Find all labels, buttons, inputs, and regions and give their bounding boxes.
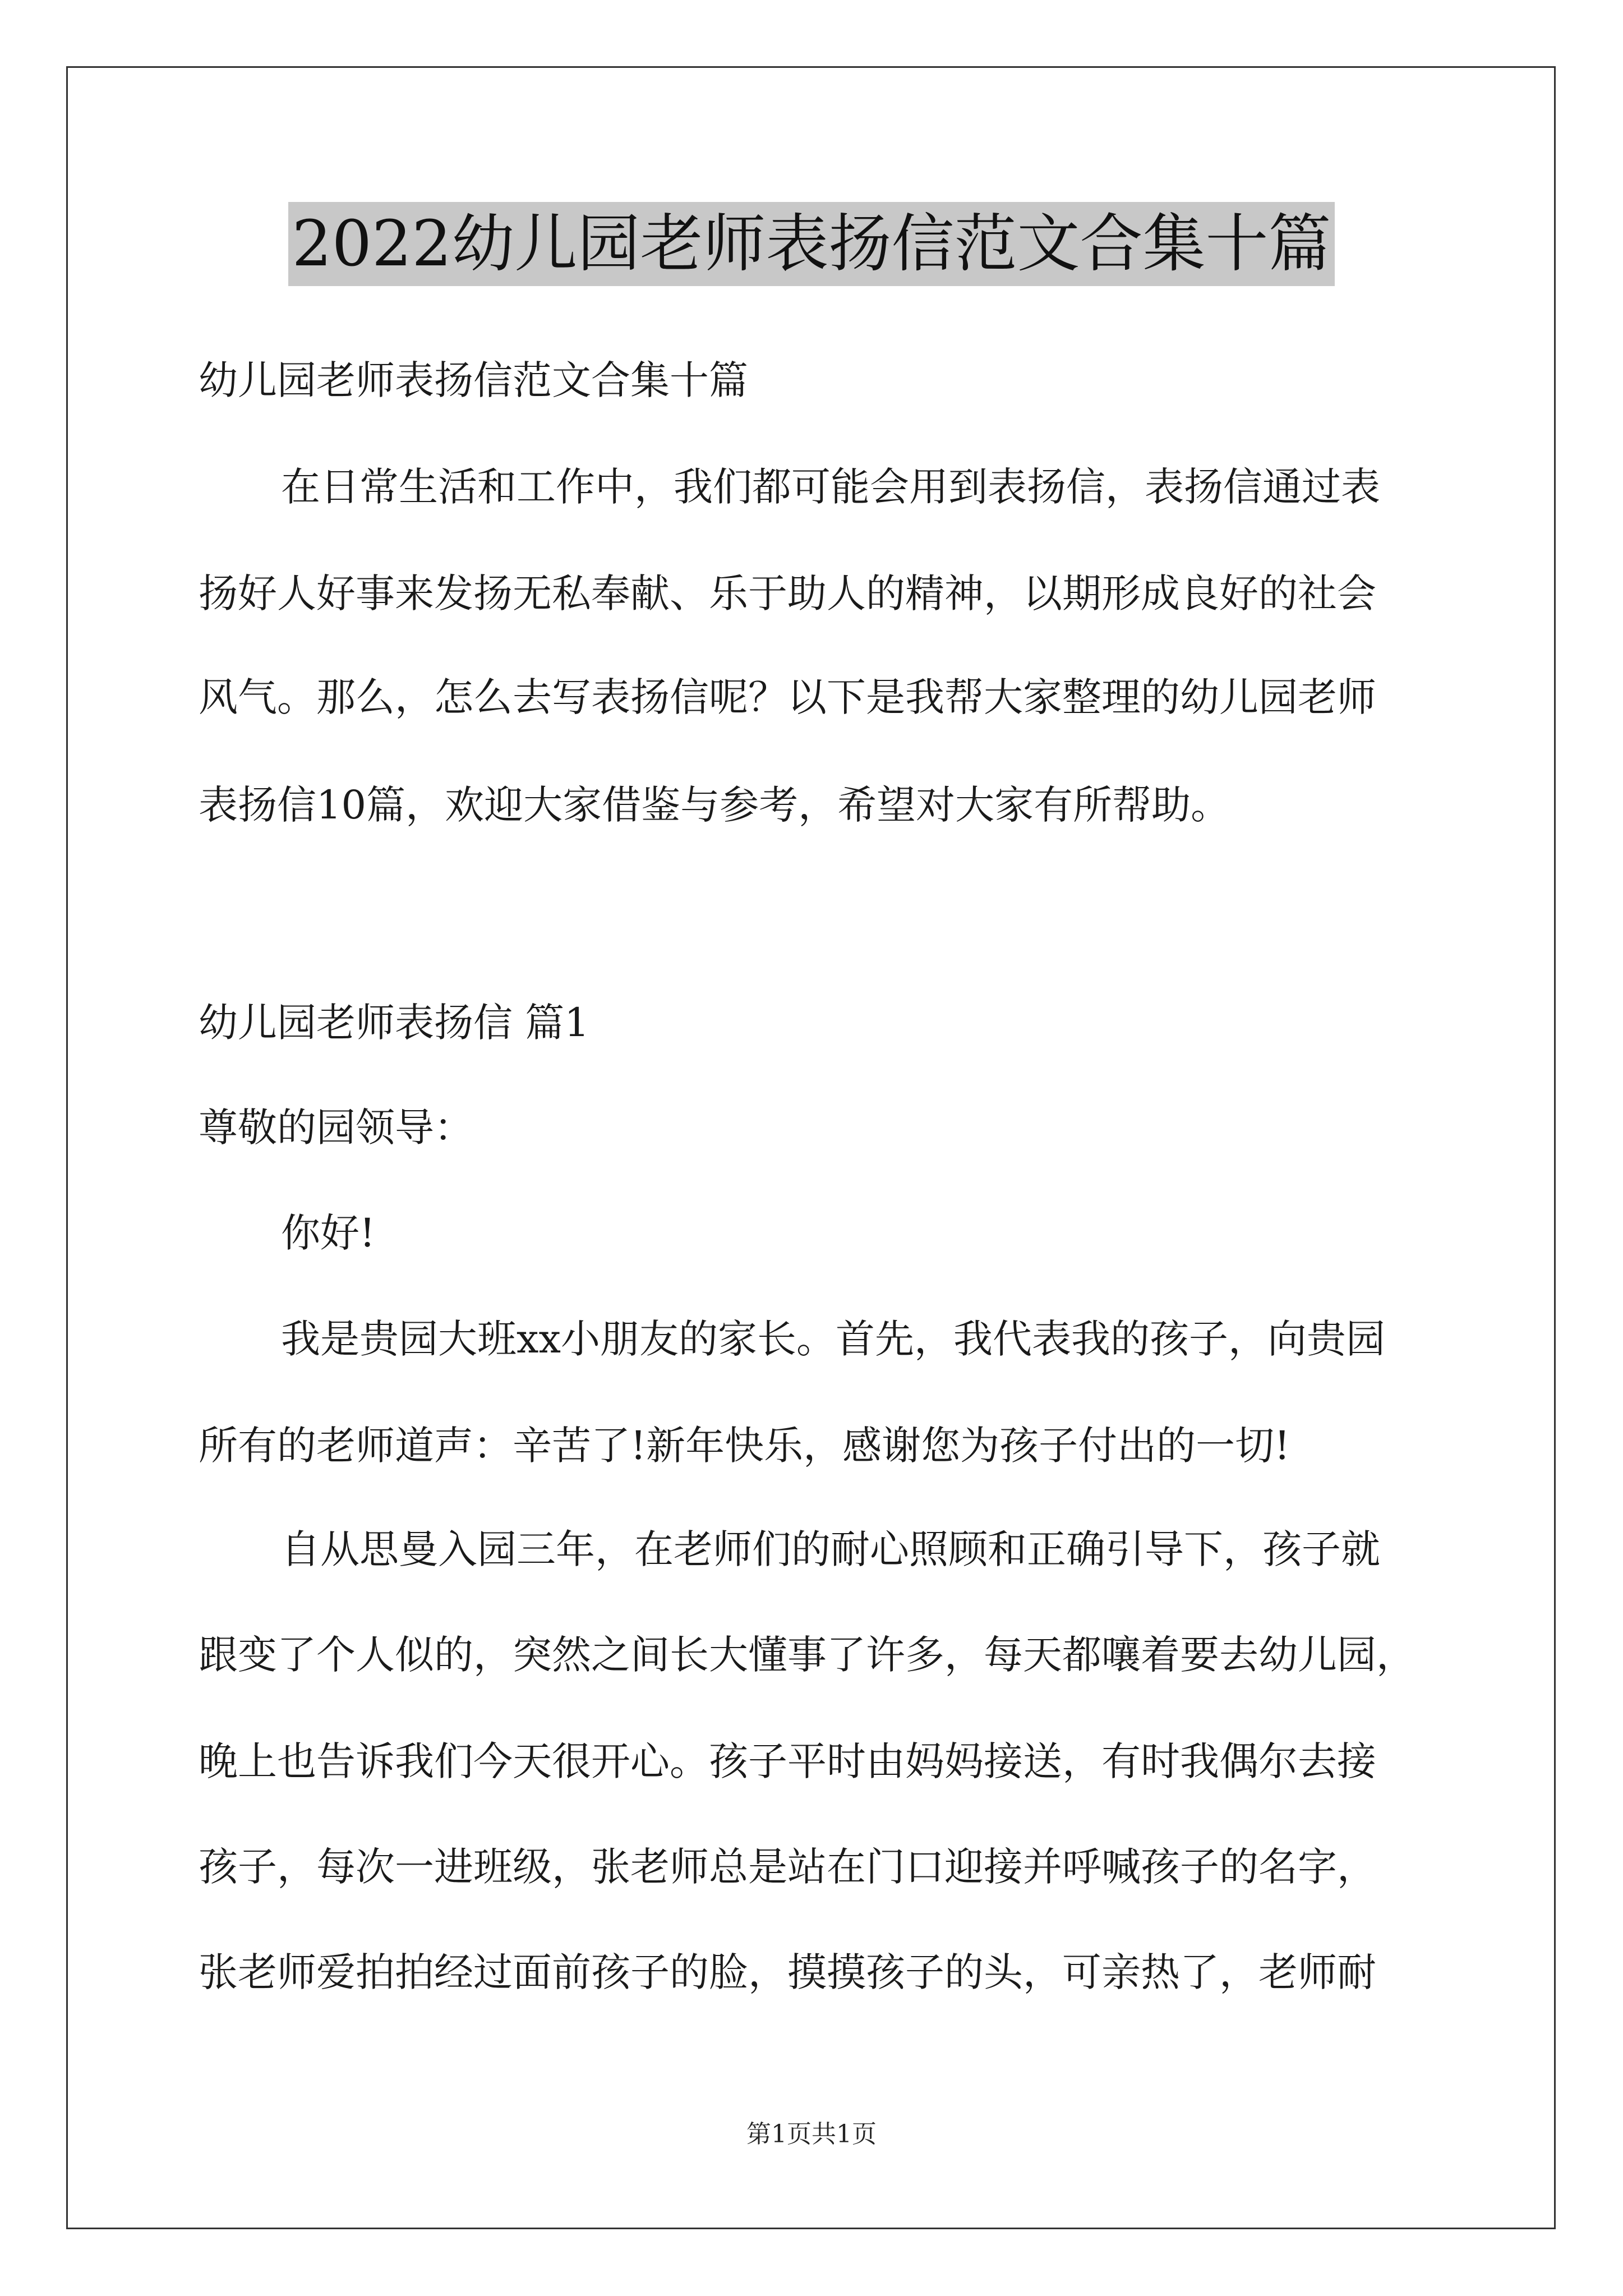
intro-line: 风气。那么，怎么去写表扬信呢？以下是我帮大家整理的幼儿园老师 xyxy=(199,674,1376,720)
body-line: 所有的老师道声：辛苦了!新年快乐，感谢您为孩子付出的一切! xyxy=(199,1423,1290,1469)
intro-line: 表扬信10篇，欢迎大家借鉴与参考，希望对大家有所帮助。 xyxy=(199,782,1230,828)
body-line: 跟变了个人似的，突然之间长大懂事了许多，每天都嚷着要去幼儿园， xyxy=(199,1632,1415,1678)
title-container xyxy=(0,202,1623,286)
body-line: 孩子，每次一进班级，张老师总是站在门口迎接并呼喊孩子的名字， xyxy=(199,1844,1376,1890)
body-line: 我是贵园大班xx小朋友的家长。首先，我代表我的孩子，向贵园 xyxy=(281,1316,1385,1362)
body-line: 自从思曼入园三年，在老师们的耐心照顾和正确引导下，孩子就 xyxy=(281,1526,1380,1572)
page-total: 共1页 xyxy=(811,2120,877,2148)
section-heading: 幼儿园老师表扬信 篇1 xyxy=(199,1000,589,1046)
document-subtitle: 幼儿园老师表扬信范文合集十篇 xyxy=(199,357,748,403)
body-line: 晚上也告诉我们今天很开心。孩子平时由妈妈接送，有时我偶尔去接 xyxy=(199,1738,1376,1784)
intro-line: 在日常生活和工作中，我们都可能会用到表扬信，表扬信通过表 xyxy=(281,464,1380,510)
salutation: 尊敬的园领导： xyxy=(199,1105,473,1151)
page-number: 第1页 xyxy=(746,2120,811,2148)
greeting: 你好! xyxy=(281,1210,376,1256)
document-title: 2022幼儿园老师表扬信范文合集十篇 xyxy=(288,202,1334,286)
intro-line: 扬好人好事来发扬无私奉献、乐于助人的精神，以期形成良好的社会 xyxy=(199,570,1376,616)
page-footer xyxy=(0,2118,1623,2151)
body-line: 张老师爱拍拍经过面前孩子的脸，摸摸孩子的头，可亲热了，老师耐 xyxy=(199,1949,1376,1995)
